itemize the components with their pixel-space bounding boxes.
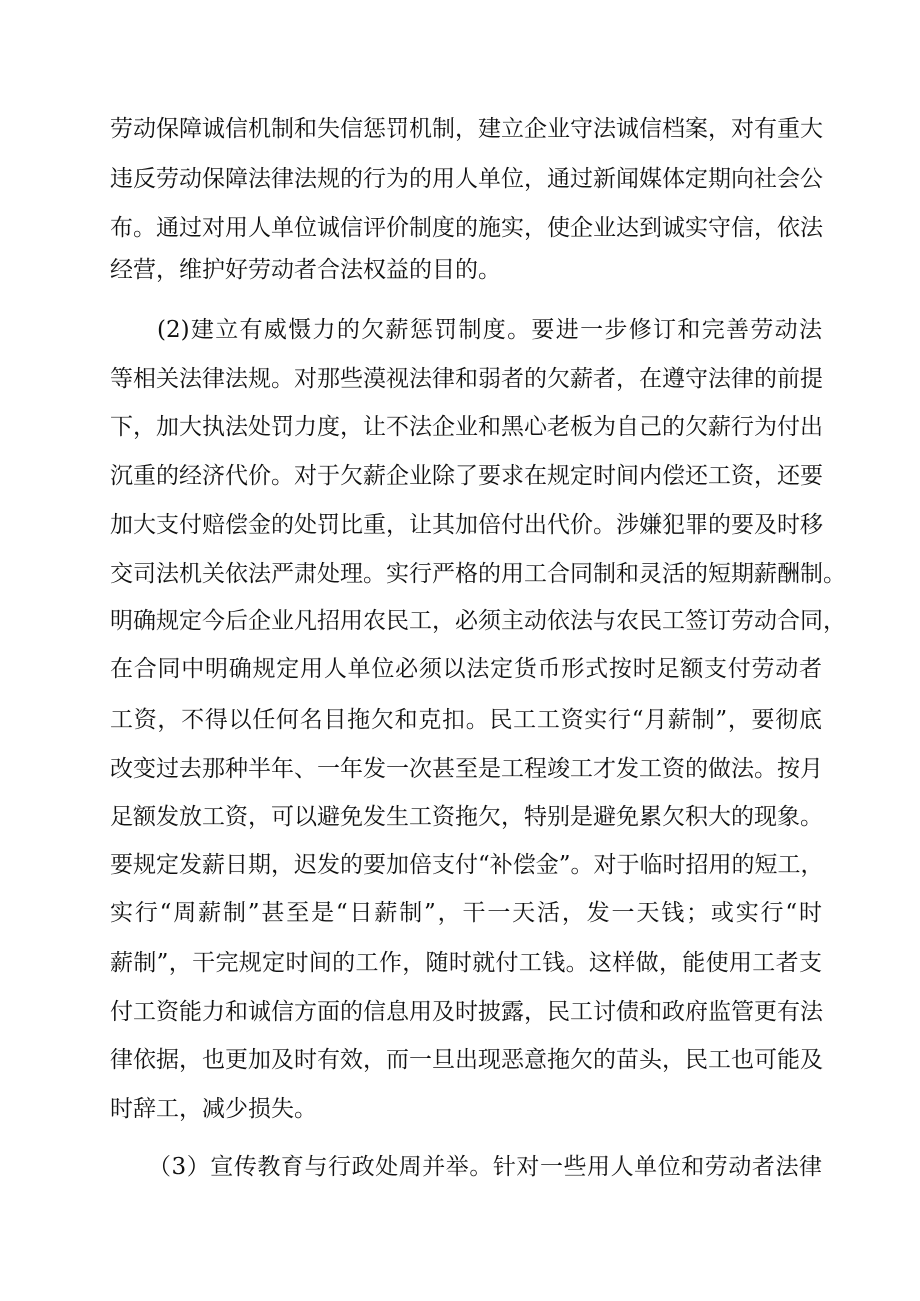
text-line: 等相关法律法规。对那些漠视法律和弱者的欠薪者，在遵守法律的前提 [110, 366, 823, 392]
text-line: 改变过去那种半年、一年发一次甚至是工程竣工才发工资的做法。按月 [110, 756, 823, 782]
text-line: 违反劳动保障法律法规的行为的用人单位，通过新闻媒体定期向社会公 [110, 166, 823, 192]
text-line: （3）宣传教育与行政处周并举。针对一些用人单位和劳动者法律 [148, 1154, 822, 1180]
text-line: 实行“周薪制”甚至是“日薪制”，干一天活，发一天钱；或实行“时 [110, 900, 822, 926]
text-line: 明确规定今后企业凡招用农民工，必须主动依法与农民工签订劳动合同， [110, 608, 846, 634]
text-line: 付工资能力和诚信方面的信息用及时披露，民工讨债和政府监管更有法 [110, 999, 823, 1025]
text-line: 足额发放工资，可以避免发生工资拖欠，特别是避免累欠积大的现象。 [110, 804, 823, 830]
text-line: 薪制”，干完规定时间的工作，随时就付工钱。这样做，能使用工者支 [110, 950, 822, 976]
text-line: 劳动保障诚信机制和失信惩罚机制，建立企业守法诚信档案，对有重大 [110, 116, 823, 142]
text-line: (2)建立有威慑力的欠薪惩罚制度。要进一步修订和完善劳动法 [157, 317, 822, 343]
text-line: 下，加大执法处罚力度，让不法企业和黑心老板为自己的欠薪行为付出 [110, 414, 823, 440]
text-line: 在合同中明确规定用人单位必须以法定货币形式按时足额支付劳动者 [110, 656, 822, 682]
text-line: 时辞工，减少损失。 [110, 1096, 317, 1122]
text-line: 布。通过对用人单位诚信评价制度的施实，使企业达到诚实守信，依法 [110, 215, 823, 241]
text-line: 要规定发薪日期，迟发的要加倍支付“补偿金”。对于临时招用的短工， [110, 852, 824, 878]
text-line: 沉重的经济代价。对于欠薪企业除了要求在规定时间内偿还工资，还要 [110, 463, 823, 489]
text-line: 律依据，也更加及时有效，而一旦出现恶意拖欠的苗头，民工也可能及 [110, 1047, 823, 1073]
text-line: 加大支付赔偿金的处罚比重，让其加倍付出代价。涉嫌犯罪的要及时移 [110, 512, 823, 538]
text-line: 经营，维护好劳动者合法权益的目的。 [110, 257, 501, 283]
text-line: 交司法机关依法严肃处理。实行严格的用工合同制和灵活的短期薪酬制。 [110, 561, 846, 587]
text-line: 工资，不得以任何名目拖欠和克扣。民工工资实行“月薪制”，要彻底 [110, 707, 822, 733]
